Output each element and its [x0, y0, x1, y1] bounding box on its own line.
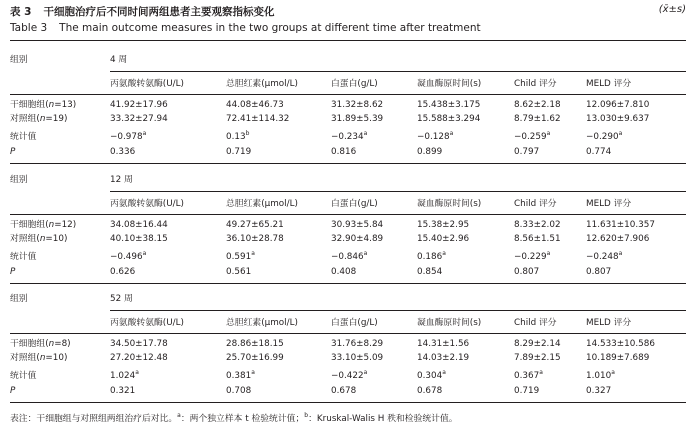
data-cell: 34.08±16.44 [110, 220, 168, 230]
data-cell: 40.10±38.15 [110, 234, 168, 244]
p-cell: 0.797 [514, 147, 540, 157]
stat-cell [417, 371, 446, 382]
p-cell: 0.561 [226, 267, 252, 277]
data-cell: 49.27±65.21 [226, 220, 284, 230]
column-header: 总胆红素(μmol/L) [226, 79, 298, 89]
table-top-rule [10, 40, 686, 41]
row-label-part: 对照组( [10, 234, 40, 244]
data-cell: 15.588±3.294 [417, 114, 481, 124]
stat-value: −0.128 [417, 132, 450, 142]
data-cell: 12.620±7.906 [586, 234, 650, 244]
row-label-part: =10) [45, 234, 68, 244]
stat-superscript: a [142, 130, 147, 138]
stat-superscript: b [245, 130, 250, 138]
stat-cell [110, 132, 146, 143]
stat-cell [110, 371, 139, 382]
stat-cell [331, 132, 367, 143]
stat-value: −0.229 [514, 252, 547, 262]
period-label: 52 周 [110, 294, 133, 304]
stat-superscript: a [539, 369, 543, 377]
stat-value: 0.367 [514, 371, 540, 381]
row-label-n: n [39, 234, 46, 244]
column-header: 白蛋白(g/L) [331, 79, 378, 89]
row-label-n: n [48, 100, 55, 110]
stat-superscript: a [363, 369, 368, 377]
header-rule [10, 94, 686, 95]
stat-value: −0.234 [331, 132, 364, 142]
column-header: MELD 评分 [586, 318, 632, 328]
stat-value: 1.024 [110, 371, 136, 381]
unit-note: (x̄±s) [658, 4, 686, 15]
column-header: 丙氨酸转氨酶(U/L) [110, 199, 184, 209]
stat-superscript: a [135, 369, 139, 377]
p-label: P [10, 386, 16, 396]
data-cell: 41.92±17.96 [110, 100, 168, 110]
stat-value: −0.422 [331, 371, 364, 381]
stat-cell [586, 252, 622, 263]
p-cell: 0.774 [586, 147, 612, 157]
p-label: P [10, 147, 16, 157]
data-cell: 30.93±5.84 [331, 220, 384, 230]
table-footnote [10, 411, 458, 424]
p-label: P [10, 267, 16, 277]
stat-superscript: a [363, 130, 368, 138]
section-rule [10, 283, 686, 284]
stat-value: 1.010 [586, 371, 612, 381]
data-cell: 14.31±1.56 [417, 339, 470, 349]
row-label-part: =8) [54, 339, 71, 349]
row-label-n: n [39, 114, 46, 124]
header-rule [10, 214, 686, 215]
data-cell: 34.50±17.78 [110, 339, 168, 349]
column-header: 凝血酶原时间(s) [417, 79, 482, 89]
stat-superscript: a [611, 369, 615, 377]
footnote-lead: 表注：干细胞组与对照组两组治疗后对比。 [10, 414, 178, 424]
stat-superscript: a [449, 130, 454, 138]
data-cell: 12.096±7.810 [586, 100, 650, 110]
data-cell: 15.38±2.95 [417, 220, 470, 230]
p-cell: 0.327 [586, 386, 612, 396]
data-cell: 14.533±10.586 [586, 339, 655, 349]
data-cell: 13.030±9.637 [586, 114, 650, 124]
column-header: 白蛋白(g/L) [331, 199, 378, 209]
column-header: 总胆红素(μmol/L) [226, 318, 298, 328]
stat-superscript: a [442, 250, 446, 258]
data-cell: 33.10±5.09 [331, 353, 384, 363]
row-label-part: 干细胞组( [10, 339, 49, 349]
p-cell: 0.678 [417, 386, 443, 396]
stat-cell [331, 371, 367, 382]
table-bottom-rule [10, 402, 686, 403]
data-cell: 72.41±114.32 [226, 114, 290, 124]
stat-superscript: a [251, 369, 255, 377]
table-title-en-text: The main outcome measures in the two groups at different time after treatment [59, 22, 481, 34]
column-header: 白蛋白(g/L) [331, 318, 378, 328]
data-cell: 15.40±2.96 [417, 234, 470, 244]
data-cell: 8.33±2.02 [514, 220, 561, 230]
column-header: Child 评分 [514, 199, 557, 209]
data-cell: 14.03±2.19 [417, 353, 470, 363]
header-rule [10, 333, 686, 334]
data-cell: 33.32±27.94 [110, 114, 168, 124]
stat-value: 0.381 [226, 371, 252, 381]
stat-superscript: a [363, 250, 368, 258]
column-header: MELD 评分 [586, 199, 632, 209]
data-cell: 31.32±8.62 [331, 100, 384, 110]
stat-superscript: a [251, 250, 255, 258]
row-label-part: 干细胞组( [10, 100, 49, 110]
row-label-part: =13) [54, 100, 77, 110]
column-header: Child 评分 [514, 79, 557, 89]
group-row-label [10, 234, 67, 245]
p-cell: 0.807 [586, 267, 612, 277]
stat-value: −0.846 [331, 252, 364, 262]
stat-value: 0.591 [226, 252, 252, 262]
stat-value: −0.978 [110, 132, 143, 142]
row-label-part: =10) [45, 353, 68, 363]
group-header-label: 组别 [10, 55, 28, 65]
data-cell: 8.62±2.18 [514, 100, 561, 110]
group-row-label [10, 100, 76, 111]
period-rule [110, 191, 686, 192]
stat-cell [514, 252, 550, 263]
stat-value: 0.186 [417, 252, 443, 262]
data-cell: 27.20±12.48 [110, 353, 168, 363]
stat-cell [514, 132, 550, 143]
stat-value: −0.259 [514, 132, 547, 142]
section-rule [10, 163, 686, 164]
stat-superscript: a [618, 130, 623, 138]
p-cell: 0.719 [226, 147, 252, 157]
p-cell: 0.816 [331, 147, 357, 157]
group-row-label [10, 114, 67, 125]
stat-cell [417, 132, 453, 143]
group-row-label [10, 339, 71, 350]
footnote-a-text: ：两个独立样本 t 检验统计值； [180, 414, 305, 424]
stat-label: 统计值 [10, 132, 37, 142]
p-cell: 0.336 [110, 147, 136, 157]
stat-cell [226, 371, 255, 382]
row-label-n: n [48, 339, 55, 349]
stat-cell [417, 252, 446, 263]
stat-superscript: a [546, 130, 551, 138]
data-cell: 10.189±7.689 [586, 353, 650, 363]
row-label-n: n [48, 220, 55, 230]
data-cell: 8.79±1.62 [514, 114, 561, 124]
row-label-part: =12) [54, 220, 77, 230]
footnote-b-text: ：Kruskal-Walis H 秩和检验统计值。 [308, 414, 458, 424]
stat-superscript: a [142, 250, 147, 258]
row-label-part: 干细胞组( [10, 220, 49, 230]
stat-cell [226, 252, 255, 263]
period-rule [110, 310, 686, 311]
p-cell: 0.321 [110, 386, 136, 396]
row-label-n: n [39, 353, 46, 363]
column-header: 丙氨酸转氨酶(U/L) [110, 79, 184, 89]
footnote-mark-a: a [177, 412, 181, 420]
stat-cell [586, 132, 622, 143]
data-cell: 15.438±3.175 [417, 100, 481, 110]
data-cell: 28.86±18.15 [226, 339, 284, 349]
column-header: 凝血酶原时间(s) [417, 199, 482, 209]
stat-label: 统计值 [10, 252, 37, 262]
row-label-part: 对照组( [10, 353, 40, 363]
stat-cell [331, 252, 367, 263]
table-number-cn: 表 3 [10, 6, 32, 18]
data-cell: 31.76±8.29 [331, 339, 384, 349]
group-header-label: 组别 [10, 175, 28, 185]
p-cell: 0.678 [331, 386, 357, 396]
table-title-en [10, 22, 481, 34]
data-cell: 44.08±46.73 [226, 100, 284, 110]
stat-cell [110, 252, 146, 263]
period-label: 4 周 [110, 55, 128, 65]
stat-superscript: a [546, 250, 551, 258]
data-cell: 11.631±10.357 [586, 220, 655, 230]
stat-value: −0.248 [586, 252, 619, 262]
p-cell: 0.719 [514, 386, 540, 396]
stat-value: 0.13 [226, 132, 246, 142]
data-cell: 36.10±28.78 [226, 234, 284, 244]
p-cell: 0.408 [331, 267, 357, 277]
stat-cell [586, 371, 615, 382]
stat-superscript: a [442, 369, 446, 377]
data-cell: 8.29±2.14 [514, 339, 561, 349]
p-cell: 0.854 [417, 267, 443, 277]
group-row-label [10, 220, 76, 231]
column-header: 总胆红素(μmol/L) [226, 199, 298, 209]
stat-superscript: a [618, 250, 623, 258]
stat-value: −0.290 [586, 132, 619, 142]
group-header-label: 组别 [10, 294, 28, 304]
table-title-cn [10, 4, 274, 19]
data-cell: 32.90±4.89 [331, 234, 384, 244]
data-cell: 7.89±2.15 [514, 353, 561, 363]
stat-value: −0.496 [110, 252, 143, 262]
p-cell: 0.626 [110, 267, 136, 277]
stat-cell [514, 371, 543, 382]
period-rule [110, 71, 686, 72]
row-label-part: =19) [45, 114, 68, 124]
footnote-mark-b: b [304, 412, 309, 420]
row-label-part: 对照组( [10, 114, 40, 124]
column-header: 丙氨酸转氨酶(U/L) [110, 318, 184, 328]
column-header: Child 评分 [514, 318, 557, 328]
period-label: 12 周 [110, 175, 133, 185]
stat-label: 统计值 [10, 371, 37, 381]
stat-value: 0.304 [417, 371, 443, 381]
data-cell: 25.70±16.99 [226, 353, 284, 363]
column-header: 凝血酶原时间(s) [417, 318, 482, 328]
table-title-cn-text: 干细胞治疗后不同时间两组患者主要观察指标变化 [43, 6, 275, 18]
p-cell: 0.899 [417, 147, 443, 157]
group-row-label [10, 353, 67, 364]
p-cell: 0.708 [226, 386, 252, 396]
table-number-en: Table 3 [10, 22, 48, 34]
data-cell: 8.56±1.51 [514, 234, 561, 244]
column-header: MELD 评分 [586, 79, 632, 89]
data-cell: 31.89±5.39 [331, 114, 384, 124]
p-cell: 0.807 [514, 267, 540, 277]
stat-cell [226, 132, 249, 143]
